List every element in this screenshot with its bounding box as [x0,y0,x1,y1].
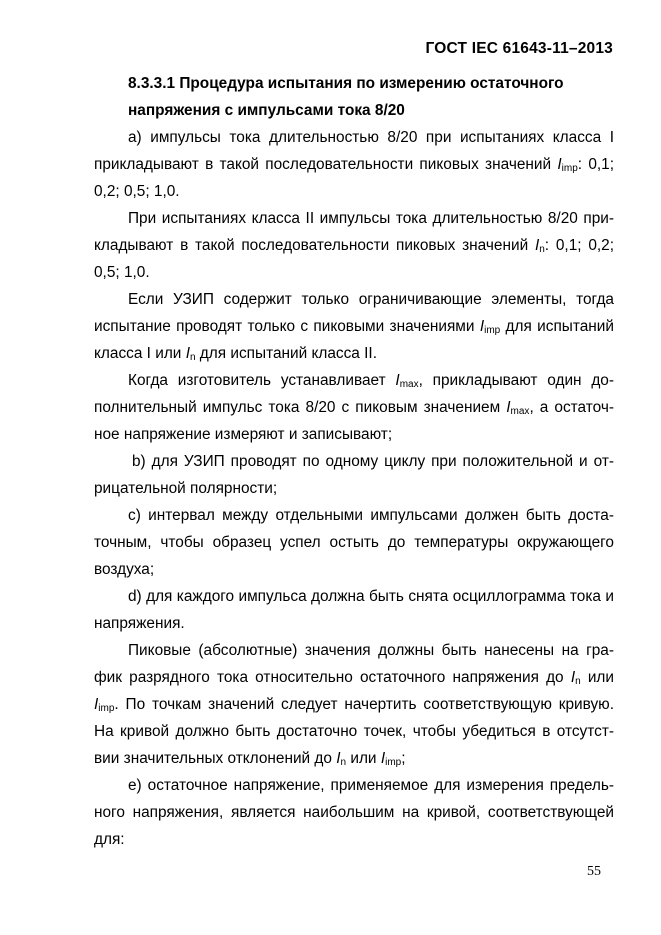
paragraph-d: d) для каждого импульса должна быть снята осциллограмма тока и напряжения. [94,588,614,632]
paragraph-imax: Когда изготовитель устанавливает $I_{max}$, прикладывают один до-полнительный импульс тока 8/20 с пиковым значением $I_{max}$, а остаточ-ное напряжение измеряют и записывают; [94,372,614,443]
paragraph-limiting-elements: Если УЗИП содержит только ограничивающие элементы, тогда испытание проводят только с пиковыми значениями $I_{imp}$ для испытаний класса I или $I_n$ для испытаний класса II. [94,291,615,363]
paragraph-class-ii: При испытаниях класса II импульсы тока длительностью 8/20 при-кладывают в такой последовательности пиковых значений $I_n$: 0,1; 0,2; 0,5; 1,0. [94,210,614,281]
section-heading [94,70,614,124]
page-number: 55 [587,864,601,879]
paragraph-c: c) интервал между отдельными импульсами должен быть доста-точным, чтобы образец успел остыть до температуры окружающего воздуха; [94,507,614,578]
paragraph-peak-values: Пиковые (абсолютные) значения должны быть нанесены на гра-фик разрядного тока относительно остаточного напряжения до $I_n$ или $I_{imp}$. По точкам значений следует начертить соответствующую кривую. На кривой должно быть достаточно точек, чтобы убедиться в отсутст-вии значительных отклонений до $I_n$ или $I_{imp}$; [94,642,615,768]
paragraph-a: a) импульсы тока длительностью 8/20 при испытаниях класса I прикладывают в такой последовательности пиковых значений $I_{imp}$: 0,1; 0,2; 0,5; 1,0. [94,129,614,200]
section-heading-line2: напряжения с импульсами тока 8/20 [128,102,405,119]
paragraph-e: e) остаточное напряжение, применяемое для измерения предель-ного напряжения, является наибольшим на кривой, соответствующей для: [94,777,614,848]
document-header: ГОСТ IEC 61643-11–2013 [425,40,613,57]
paragraph-b: b) для УЗИП проводят по одному циклу при положительной и от-рицательной полярности; [94,453,614,497]
section-heading-line1: 8.3.3.1 Процедура испытания по измерению остаточного [128,75,564,92]
document-body [94,70,614,853]
